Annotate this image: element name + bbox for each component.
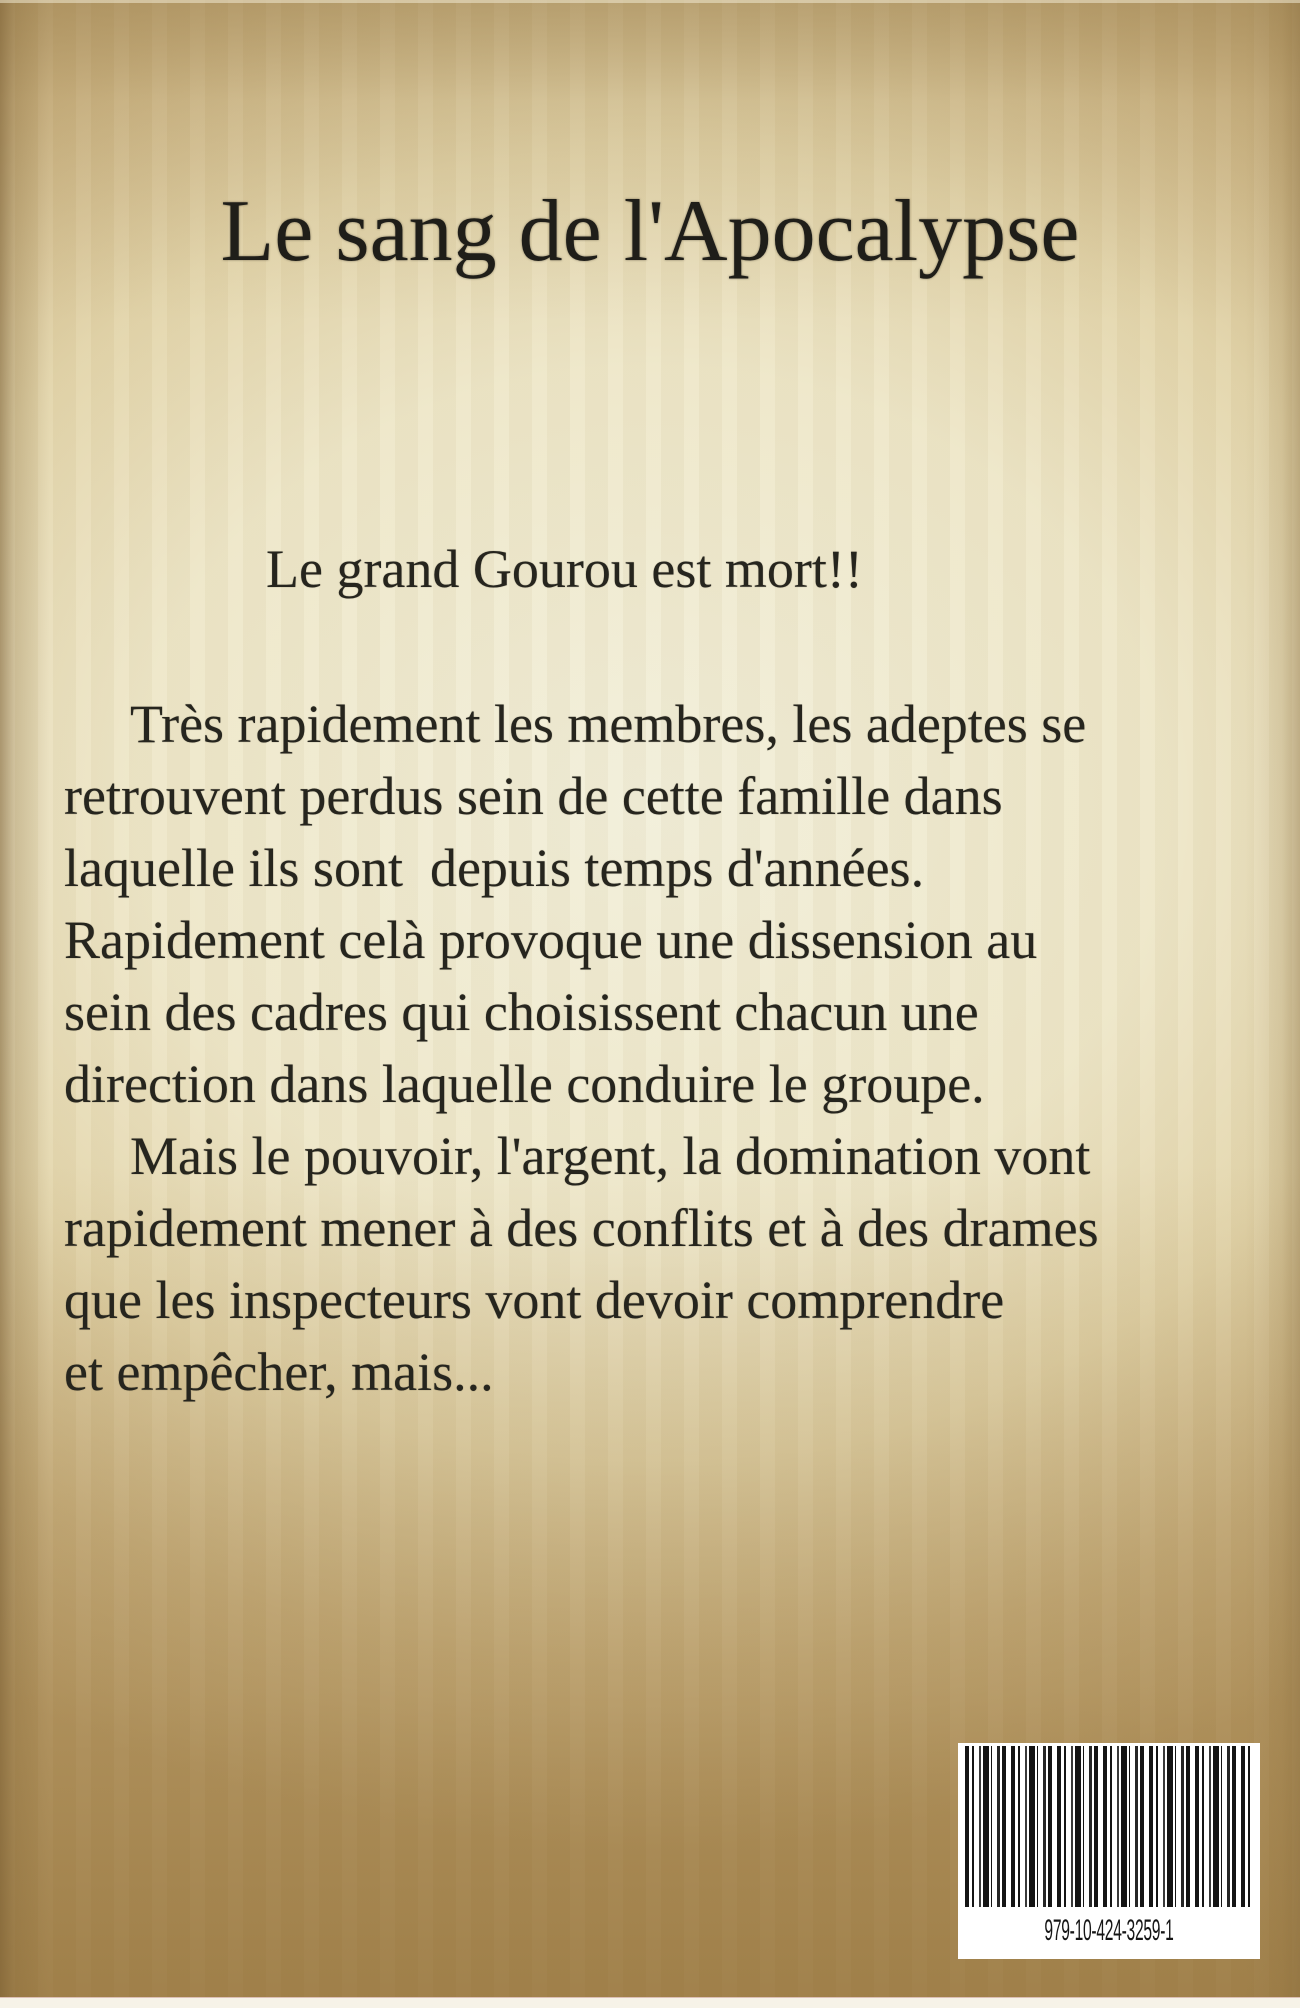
synopsis-line: rapidement mener à des conflits et à des drames [64, 1198, 1099, 1258]
synopsis-line: retrouvent perdus sein de cette famille dans [64, 766, 1003, 826]
barcode-isbn: 979-10-424-3259-1 [1044, 1914, 1174, 1947]
tagline: Le grand Gourou est mort!! [266, 539, 863, 599]
synopsis-line: Mais le pouvoir, l'argent, la domination vont [130, 1126, 1091, 1186]
synopsis [64, 688, 1254, 1408]
synopsis-line: laquelle ils sont depuis temps d'années. [64, 838, 925, 898]
bottom-edge-strip [0, 1997, 1300, 2008]
synopsis-line: direction dans laquelle conduire le groupe. [64, 1054, 985, 1114]
synopsis-line: Rapidement celà provoque une dissension au [64, 910, 1038, 970]
barcode-bars-icon [965, 1746, 1253, 1907]
synopsis-line: sein des cadres qui choisissent chacun une [64, 982, 979, 1042]
synopsis-line: que les inspecteurs vont devoir comprendre [64, 1270, 1005, 1330]
synopsis-line: et empêcher, mais... [64, 1342, 494, 1402]
top-edge-highlight [0, 0, 1300, 3]
book-title: Le sang de l'Apocalypse [220, 183, 1080, 280]
barcode [958, 1743, 1260, 1959]
synopsis-line: Très rapidement les membres, les adeptes se [130, 694, 1087, 754]
